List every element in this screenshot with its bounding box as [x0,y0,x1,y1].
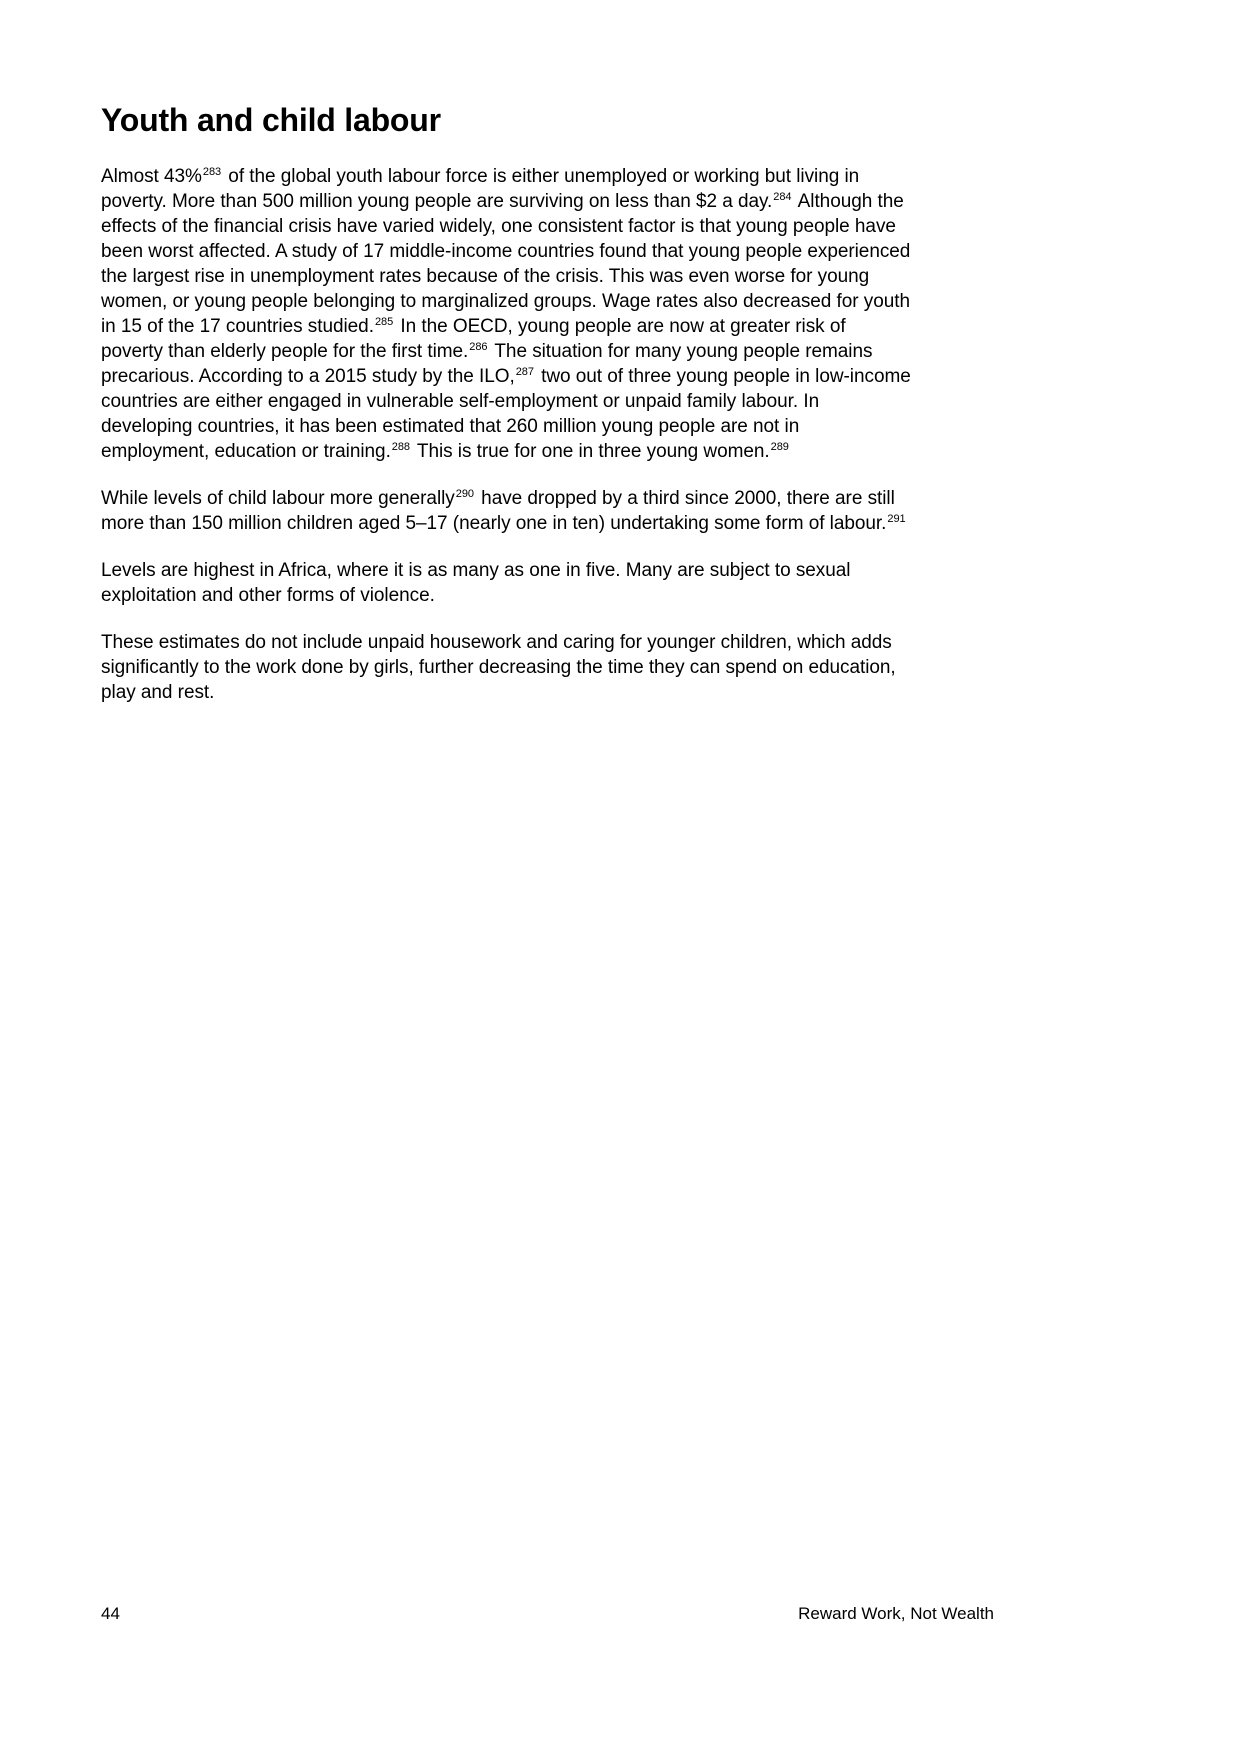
page-number: 44 [101,1604,120,1623]
running-title: Reward Work, Not Wealth [798,1604,994,1623]
body-paragraph [101,558,911,608]
footnote-reference: 285 [374,316,394,328]
footnote-reference: 290 [455,488,474,500]
paragraph-text: two out of three young people in low-income countries are either engaged in vulnerable self-employment or unpaid family labour. In developing countries, it has been estimated that 260 million young people are not in employment, education or training. [101,366,911,462]
body-paragraph [101,630,911,705]
page-heading: Youth and child labour [101,102,441,138]
paragraph-text: The situation for many young people remains precarious. According to a 2015 study by the ILO, [101,341,873,387]
page-content [101,100,911,727]
paragraph-text: Although the effects of the financial crisis have varied widely, one consistent factor is that young people have been worst affected. A study of 17 middle-income countries found that young people experienced the largest rise in unemployment rates because of the crisis. This was even worse for young women, or young people belonging to marginalized groups. Wage rates also decreased for youth in 15 of the 17 countries studied. [101,191,911,337]
paragraph-text: Levels are highest in Africa, where it is as many as one in five. Many are subject to sexual exploitation and other forms of violence. [101,560,851,606]
body-paragraph [101,486,911,536]
paragraph-text: Almost 43% [101,166,202,187]
paragraph-text: of the global youth labour force is either unemployed or working but living in poverty. More than 500 million young people are surviving on less than $2 a day. [101,166,860,212]
footnote-reference: 291 [887,513,906,525]
body-text [101,164,911,705]
footnote-reference: 286 [469,341,488,353]
footnote-reference: 288 [391,441,410,453]
footnote-reference: 287 [515,366,534,378]
paragraph-text: have dropped by a third since 2000, there are still more than 150 million children aged 5–17 (nearly one in ten) undertaking some form of labour. [101,488,895,534]
paragraph-text: These estimates do not include unpaid housework and caring for younger children, which adds significantly to the work done by girls, further decreasing the time they can spend on education, play and rest. [101,632,896,703]
paragraph-text: While levels of child labour more generally [101,488,455,509]
paragraph-text: This is true for one in three young women. [412,441,770,462]
body-paragraph [101,164,911,464]
footnote-reference: 289 [770,441,789,453]
paragraph-text: In the OECD, young people are now at greater risk of poverty than elderly people for the first time. [101,316,846,362]
footnote-reference: 283 [202,166,222,178]
footnote-reference: 284 [773,191,792,203]
